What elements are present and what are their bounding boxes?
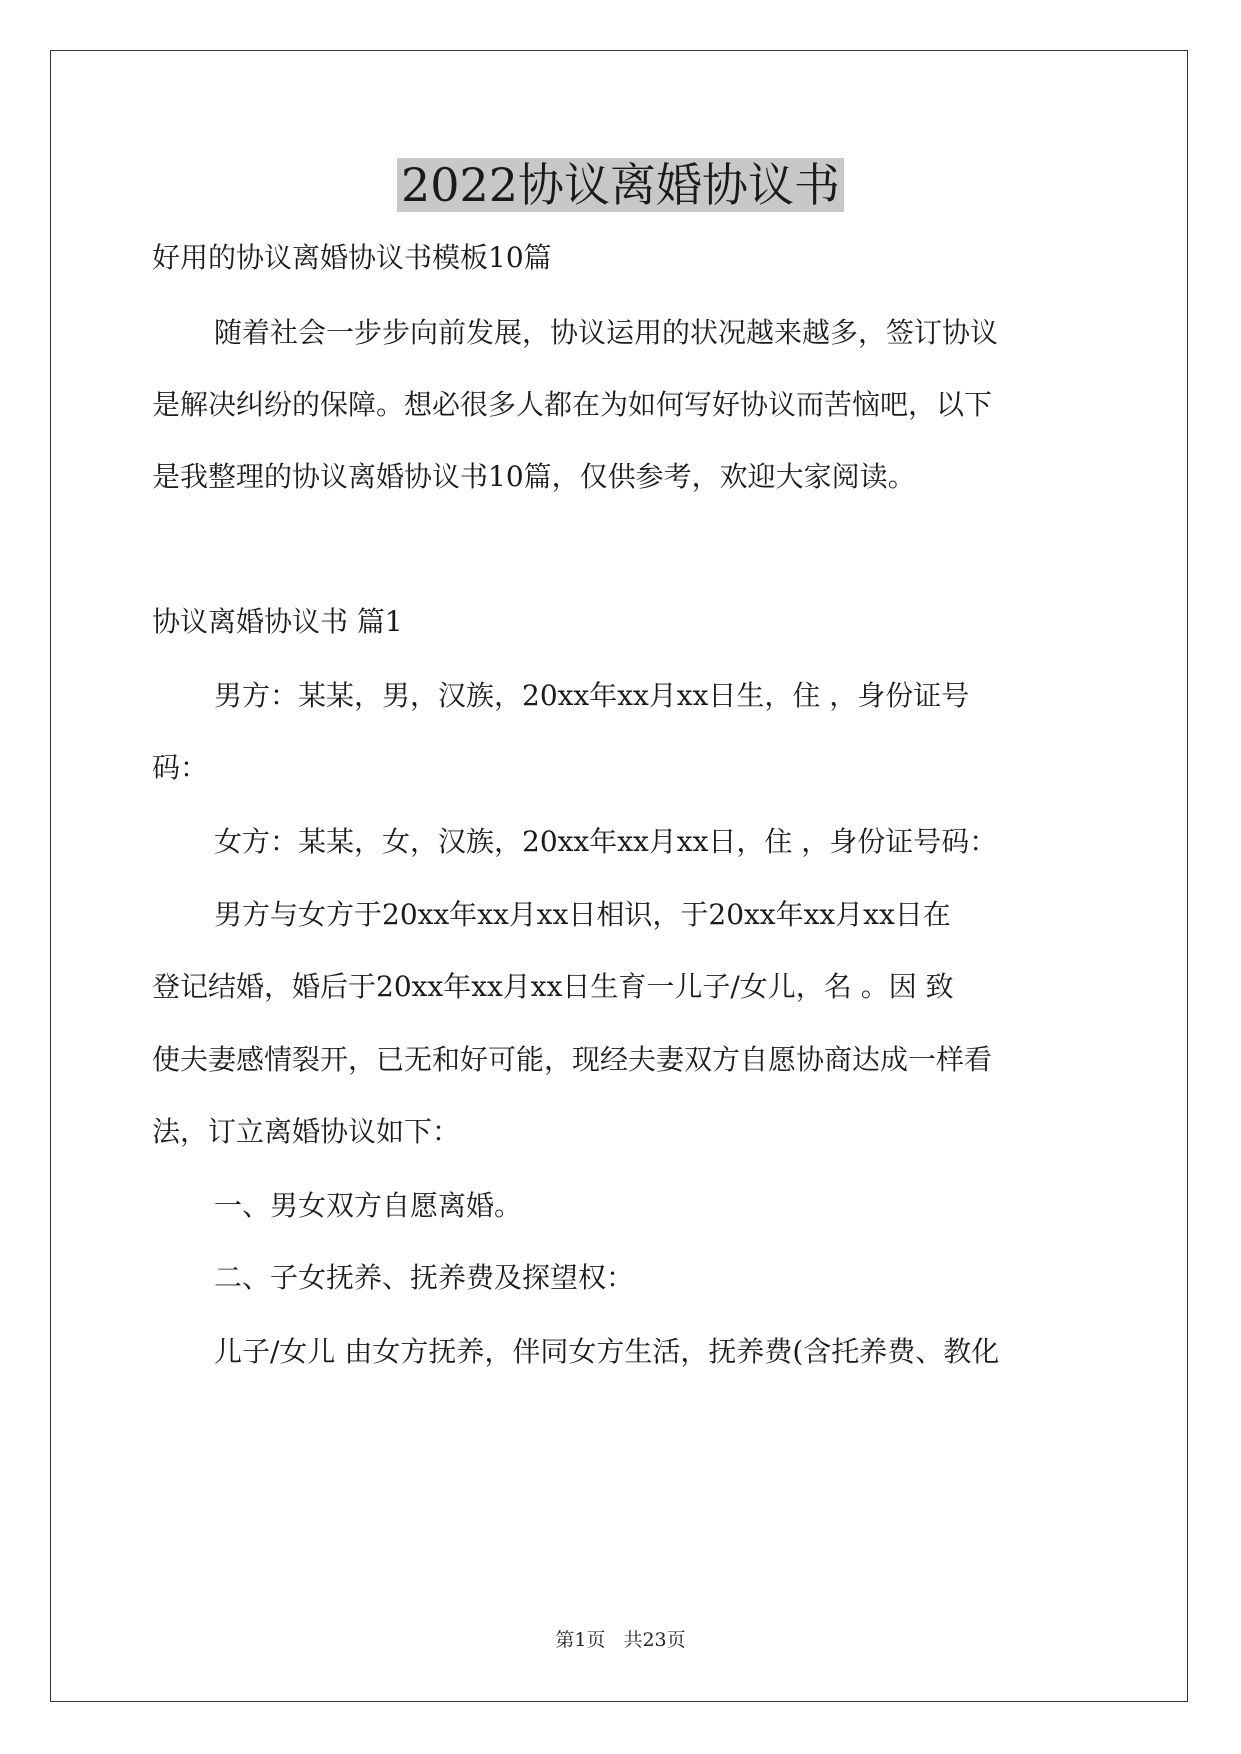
section-heading: 协议离婚协议书 篇1 (152, 605, 403, 638)
page-border (50, 50, 1188, 1702)
body-line-4: 男方与女方于20xx年xx月xx日相识，于20xx年xx月xx日在 (214, 898, 951, 931)
body-line-6: 使夫妻感情裂开，已无和好可能，现经夫妻双方自愿协商达成一样看 (152, 1043, 993, 1076)
body-line-10: 儿子/女儿 由女方抚养，伴同女方生活，抚养费(含托养费、教化 (214, 1335, 1000, 1368)
page-total: 共23页 (623, 1629, 686, 1651)
body-line-5: 登记结婚，婚后于20xx年xx月xx日生育一儿子/女儿，名 。因 致 (152, 970, 954, 1003)
body-line-2: 码： (152, 751, 209, 784)
body-line-1: 男方：某某，男，汉族，20xx年xx月xx日生，住 ，身份证号 (214, 679, 970, 712)
body-line-9: 二、子女抚养、抚养费及探望权： (214, 1261, 635, 1294)
body-line-7: 法，订立离婚协议如下： (152, 1115, 461, 1148)
document-title-text: 2022协议离婚协议书 (397, 158, 844, 212)
page-number: 第1页 (555, 1629, 606, 1651)
body-line-3: 女方：某某，女，汉族，20xx年xx月xx日，住 ，身份证号码： (214, 825, 998, 858)
intro-line-3: 是我整理的协议离婚协议书10篇，仅供参考，欢迎大家阅读。 (152, 460, 916, 493)
intro-line-1: 随着社会一步步向前发展，协议运用的状况越来越多，签订协议 (214, 316, 999, 349)
body-line-8: 一、男女双方自愿离婚。 (214, 1189, 523, 1222)
intro-line-2: 是解决纠纷的保障。想必很多人都在为如何写好协议而苦恼吧，以下 (152, 388, 993, 421)
subtitle: 好用的协议离婚协议书模板10篇 (152, 241, 552, 274)
document-title (0, 155, 1241, 215)
page-footer (0, 1628, 1241, 1652)
